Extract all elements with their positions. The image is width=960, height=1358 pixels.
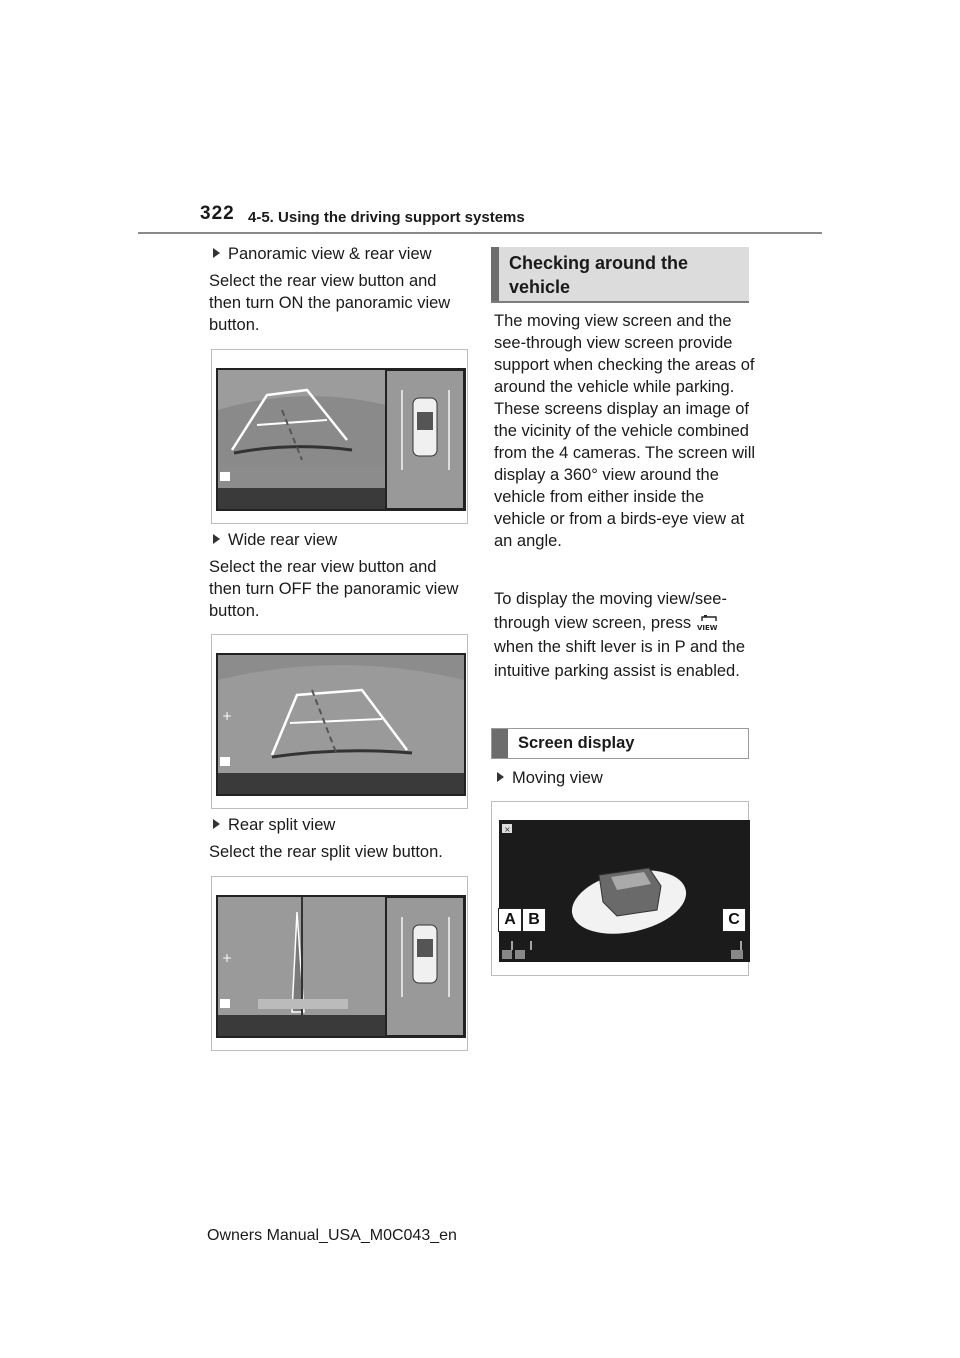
paragraph-intro — [494, 310, 756, 552]
svg-text:+: + — [222, 709, 233, 723]
paragraph-text: The moving view screen and the see-through view screen provide support when checking the areas of around the vehicle while parking. These screens display an image of the vicinity of the vehicle combined from the 4 cameras. The screen will display a 360° view around the vehicle from either inside the vehicle or from a birds-eye view at an angle. — [494, 312, 756, 550]
bullet-label: Rear split view — [228, 816, 336, 834]
triangle-bullet-icon — [213, 534, 220, 544]
bullet-label: Wide rear view — [228, 531, 338, 549]
footer-manual-id: Owners Manual_USA_M0C043_en — [207, 1227, 457, 1244]
panoramic-screen-illustration — [212, 350, 467, 523]
callout-c: C — [722, 908, 746, 932]
subheading-tab — [492, 729, 508, 758]
view-button-icon — [696, 614, 722, 632]
callout-a: A — [498, 908, 522, 932]
paragraph-display-instructions — [494, 587, 756, 683]
subheading-text: Screen display — [518, 734, 635, 752]
bullet-wide-rear — [213, 529, 337, 551]
moving-view-illustration — [499, 820, 750, 962]
paragraph-wide-rear — [209, 556, 469, 622]
figure-panoramic-view — [211, 349, 468, 524]
instruction-text-before: To display the moving view/see-through view screen, press — [494, 590, 727, 632]
paragraph-text — [494, 587, 756, 683]
figure-rear-split-view — [211, 876, 468, 1051]
paragraph-text: Select the rear split view button. — [209, 843, 443, 861]
triangle-bullet-icon — [497, 772, 504, 782]
bullet-panoramic — [213, 243, 432, 265]
heading-underline — [491, 301, 749, 303]
wide-rear-screen-illustration — [212, 635, 467, 808]
bullet-label: Moving view — [512, 769, 603, 787]
svg-text:×: × — [504, 825, 511, 834]
paragraph-text: Select the rear view button and then turn OFF the panoramic view button. — [209, 558, 459, 620]
bullet-label: Panoramic view & rear view — [228, 245, 432, 263]
instruction-text-after: when the shift lever is in P and the intuitive parking assist is enabled. — [494, 638, 746, 680]
bullet-moving-view — [497, 767, 603, 789]
subheading-screen-display — [491, 728, 749, 759]
svg-text:+: + — [222, 951, 233, 965]
triangle-bullet-icon — [213, 819, 220, 829]
page-number: 322 — [200, 203, 235, 224]
figure-wide-rear-view — [211, 634, 468, 809]
figure-moving-view — [491, 801, 749, 976]
header-divider — [138, 232, 822, 234]
triangle-bullet-icon — [213, 248, 220, 258]
paragraph-text: Select the rear view button and then turn ON the panoramic view button. — [209, 272, 451, 334]
rear-split-screen-illustration — [212, 877, 467, 1050]
heading-text: Checking around the vehicle — [509, 253, 689, 297]
paragraph-rear-split — [209, 841, 479, 863]
section-title: 4-5. Using the driving support systems — [248, 209, 525, 226]
moving-view-screen — [499, 820, 750, 962]
bullet-rear-split — [213, 814, 335, 836]
callout-b: B — [522, 908, 546, 932]
view-button-label: VIEW — [696, 624, 718, 632]
paragraph-panoramic — [209, 270, 469, 336]
heading-checking-around-vehicle — [491, 247, 749, 301]
